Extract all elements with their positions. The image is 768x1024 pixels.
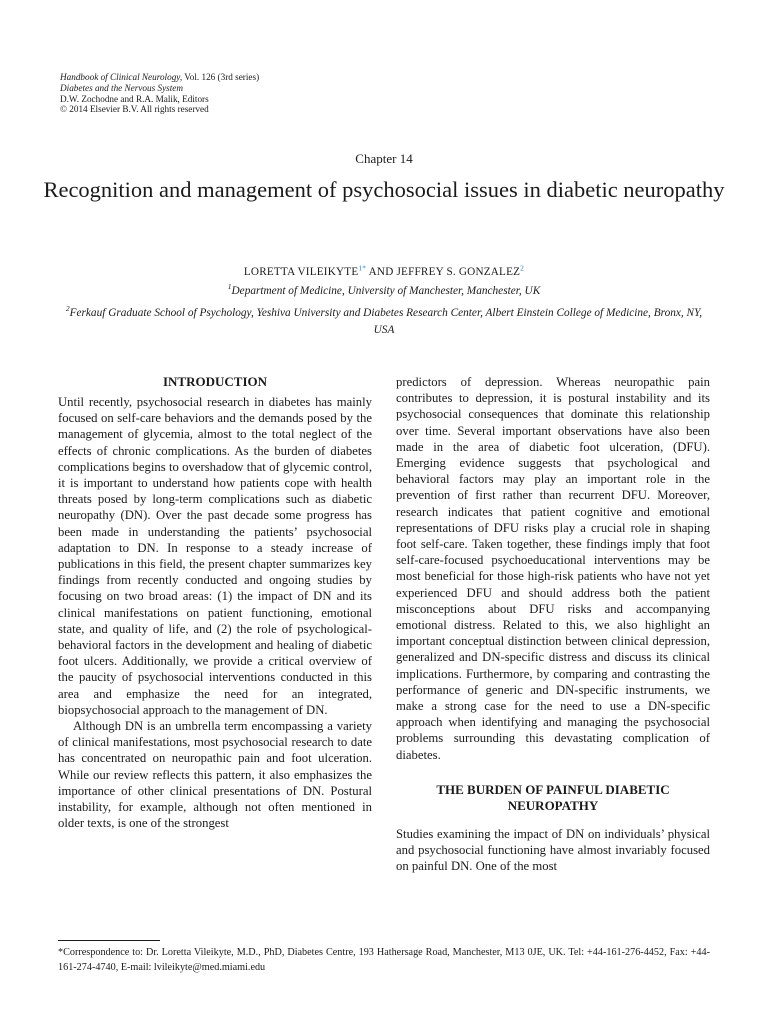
affiliation-1-text: Department of Medicine, University of Manchester, Manchester, UK	[231, 285, 541, 297]
correspondence-footnote: *Correspondence to: Dr. Loretta Vileikyte, M.D., PhD, Diabetes Centre, 193 Hathersage Road, Manchester, M13 0JE, UK. Tel: +44-161-276-4452, Fax: +44-161-274-4740, E-mail: lvileikyte@med.miami.edu	[58, 947, 710, 973]
left-column	[58, 374, 372, 831]
author-line	[0, 263, 768, 278]
book-title-line	[60, 72, 259, 83]
burden-paragraph-1: Studies examining the impact of DN on individuals’ physical and psychosocial functioning have almost invariably focused on painful DN. One of the most	[396, 826, 710, 874]
author-2-affiliation-link[interactable]: 2	[520, 263, 525, 273]
author-1-affiliation-link[interactable]: 1*	[358, 263, 367, 273]
chapter-number: Chapter 14	[355, 151, 413, 166]
book-volume: Vol. 126 (3rd series)	[182, 72, 260, 82]
introduction-paragraph-continued: predictors of depression. Whereas neuropathic pain contributes to depression, it is postural instability and its psychosocial consequences that dominate this relationship over time. Several important observations have also been made in the area of diabetic foot ulceration, (DFU). Emerging evidence suggests that psychological and behavioral factors may play an important role in the prevention of first rather than recurrent DFU. Moreover, research indicates that patient cognitive and emotional representations of DFU risks play a crucial role in shaping foot self-care. Taken together, these findings imply that foot self-care-focused psychoeducational interventions may be most beneficial for those high-risk patients who have not yet experienced DFU and should address both the patient misconceptions about DFU risks and accompanying emotional distress. Related to this, we also highlight an important conceptual distinction between clinical depression, generalized and DN-specific distress and discuss its clinical implications. Furthermore, by comparing and contrasting the performance of generic and DN-specific instruments, we make a strong case for the need to use a DN-specific approach when identifying and managing the psychosocial problems surrounding this devastating complication of diabetes.	[396, 375, 710, 762]
book-title: Handbook of Clinical Neurology,	[60, 72, 183, 82]
footnote-divider	[58, 940, 160, 941]
book-subtitle: Diabetes and the Nervous System	[60, 82, 183, 93]
author-conjunction: AND	[366, 266, 397, 278]
book-copyright: © 2014 Elsevier B.V. All rights reserved	[60, 104, 209, 115]
introduction-paragraph-2: Although DN is an umbrella term encompassing a variety of clinical manifestations, most psychosocial research to date has concentrated on neuropathic pain and foot ulceration. While our review reflects this pattern, it also emphasizes the importance of other clinical presentations of DN. Postural instability, for example, although not often mentioned in older texts, is one of the strongest	[58, 719, 372, 831]
author-2-name: JEFFREY S. GONZALEZ	[396, 266, 521, 278]
affiliation-1-number: 1	[227, 282, 232, 292]
affiliation-1	[0, 282, 768, 297]
book-editors: D.W. Zochodne and R.A. Malik, Editors	[60, 93, 209, 104]
book-header	[60, 72, 259, 115]
chapter-title: Recognition and management of psychosocial issues in diabetic neuropathy	[43, 177, 725, 202]
author-1-name: LORETTA VILEIKYTE	[243, 266, 359, 278]
burden-section-heading: THE BURDEN OF PAINFUL DIABETIC NEUROPATHY	[436, 781, 670, 813]
affiliation-2	[56, 305, 712, 339]
affiliation-2-number: 2	[65, 304, 70, 314]
introduction-heading: INTRODUCTION	[162, 374, 267, 389]
introduction-paragraph-1: Until recently, psychosocial research in diabetes has mainly focused on self-care behaviors and the demands posed by the management of glycemia, almost to the total neglect of the effects of chronic complications. As the burden of diabetes complications begins to overshadow that of glycemic control, it is important to understand how patients cope with health threats posed by long-term complications such as diabetic neuropathy (DN). Over the past decade some progress has been made in understanding the patients’ psychosocial adaptation to DN. In response to a steady increase of publications in this field, the present chapter summarizes key findings from recently conducted and ongoing studies by focusing on two broad areas: (1) the impact of DN and its clinical manifestations on patient functioning, emotional state, and quality of life, and (2) the role of psychological-behavioral factors in the development and healing of diabetic foot ulcers. Additionally, we provide a critical overview of the paucity of psychosocial interventions conducted in this area and emphasize the need for an integrated, biopsychosocial approach to the management of DN.	[58, 395, 372, 717]
affiliation-2-text: Ferkauf Graduate School of Psychology, Yeshiva University and Diabetes Research Center, Albert Einstein College of Medicine, Bronx, NY, USA	[69, 307, 703, 336]
right-column	[396, 374, 710, 874]
